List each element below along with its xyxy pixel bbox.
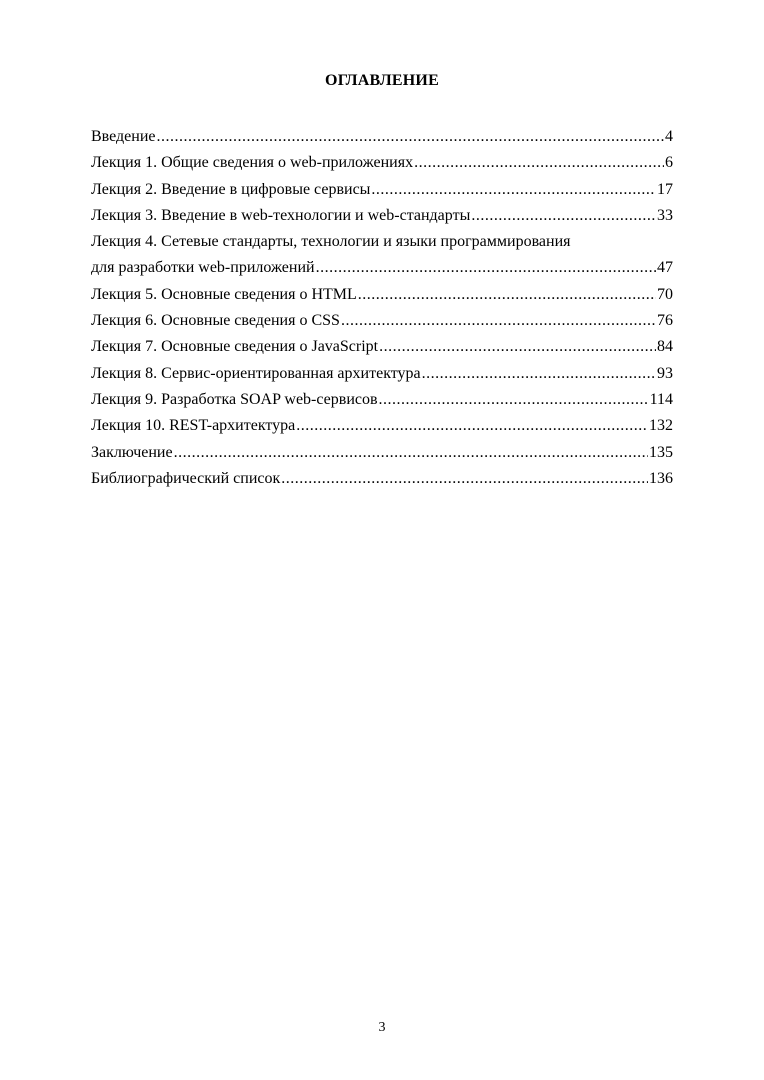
page-title: ОГЛАВЛЕНИЕ: [325, 72, 439, 89]
toc-entry-introduction[interactable]: [91, 124, 673, 150]
toc-entry-page: 17: [657, 180, 673, 198]
toc-entry-title-line-1: Лекция 4. Сетевые стандарты, технологии и языки программирования: [91, 233, 571, 251]
toc-entry-lecture-1[interactable]: [91, 150, 673, 176]
toc-entry-lecture-6[interactable]: [91, 308, 673, 334]
toc-leader-dots: [379, 387, 649, 413]
toc-leader-dots: [341, 308, 656, 334]
toc-entry-title: Лекция 5. Основные сведения о HTML: [91, 285, 357, 303]
toc-entry-page: 135: [649, 443, 673, 461]
toc-leader-dots: [174, 440, 648, 466]
toc-entry-lecture-4[interactable]: [91, 229, 673, 282]
toc-entry-title: Лекция 10. REST-архитектура: [91, 417, 296, 435]
toc-leader-dots: [281, 466, 648, 492]
toc-entry-title: Введение: [91, 128, 156, 145]
toc-entry-title: Лекция 7. Основные сведения о JavaScript: [91, 338, 379, 356]
toc-entry-title: для разработки web-приложений: [91, 259, 315, 277]
toc-entry-title: Лекция 8. Сервис-ориентированная архитектура: [91, 364, 421, 382]
toc-entry-title: Лекция 1. Общие сведения о web-приложениях: [91, 154, 414, 172]
toc-entry-lecture-5[interactable]: [91, 282, 673, 308]
toc-leader-dots: [414, 150, 664, 176]
toc-leader-dots: [316, 255, 656, 281]
toc-leader-dots: [157, 124, 665, 150]
toc-leader-dots: [471, 203, 656, 229]
toc-entry-page: 47: [657, 259, 673, 277]
toc-entry-title: Заключение: [91, 443, 173, 461]
toc-entry-title: Лекция 3. Введение в web-технологии и web-стандарты: [91, 206, 471, 224]
toc-leader-dots: [422, 361, 656, 387]
toc-entry-conclusion[interactable]: [91, 440, 673, 466]
toc-entry-lecture-10[interactable]: [91, 413, 673, 439]
toc-leader-dots: [358, 282, 656, 308]
toc-entry-title: Библиографический список: [91, 469, 281, 487]
toc-entry-page: 4: [665, 128, 673, 145]
toc-entry-page: 6: [665, 154, 673, 172]
toc-entry-page: 70: [657, 285, 673, 303]
toc-entry-page: 136: [649, 469, 673, 487]
toc-entry-page: 76: [657, 312, 673, 330]
toc-entry-page: 33: [657, 206, 673, 224]
page-number: 3: [378, 1020, 386, 1035]
toc-entry-lecture-3[interactable]: [91, 203, 673, 229]
toc-entry-title: Лекция 2. Введение в цифровые сервисы: [91, 180, 371, 198]
toc-entry-lecture-9[interactable]: [91, 387, 673, 413]
toc-entry-page: 114: [649, 390, 673, 408]
toc-entry-page: 84: [657, 338, 673, 356]
toc-entry-lecture-7[interactable]: [91, 334, 673, 360]
toc-leader-dots: [379, 334, 656, 360]
toc-entry-title: Лекция 6. Основные сведения о CSS: [91, 312, 340, 330]
table-of-contents: [91, 124, 673, 492]
toc-entry-page: 93: [657, 364, 673, 382]
toc-leader-dots: [371, 177, 656, 203]
toc-entry-title: Лекция 9. Разработка SOAP web-сервисов: [91, 390, 378, 408]
toc-entry-lecture-2[interactable]: [91, 177, 673, 203]
toc-entry-bibliography[interactable]: [91, 466, 673, 492]
toc-entry-lecture-8[interactable]: [91, 361, 673, 387]
toc-entry-page: 132: [649, 417, 673, 435]
toc-leader-dots: [296, 413, 648, 439]
